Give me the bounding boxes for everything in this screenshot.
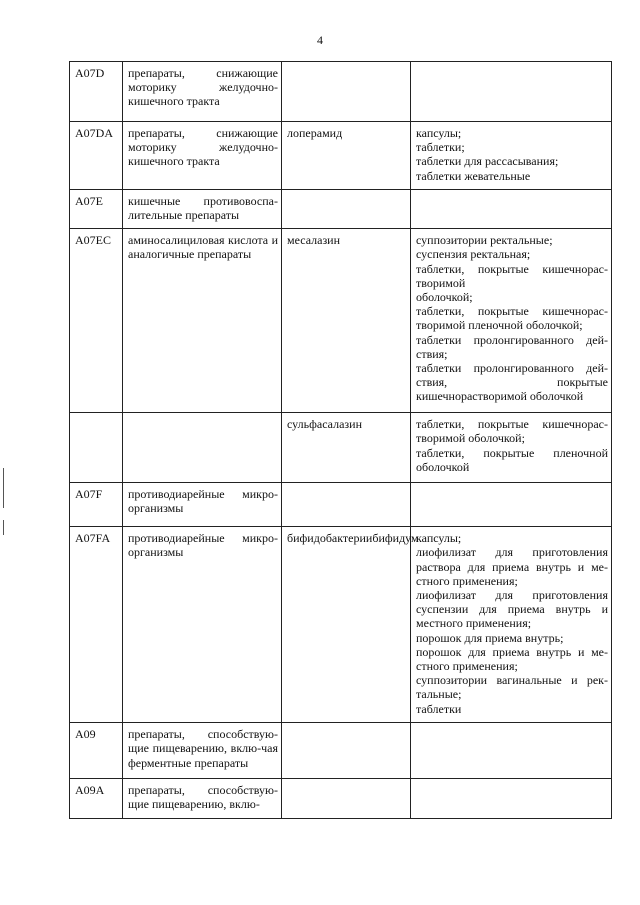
dosage-form-item: лиофилизат для приготовления суспензии для приема внутрь и местного применения; [416,588,608,631]
atc-code-cell: A07DA [70,122,123,190]
page-number: 4 [317,33,323,47]
table-row [70,189,612,228]
group-name-cell: препараты, снижающие моторику желудочно-кишечного тракта [123,62,282,122]
margin-mark [3,468,4,508]
dosage-form-item: таблетки; [416,140,465,155]
drug-name-cell: бифидобактериибифидум [282,527,411,723]
dosage-forms-cell [411,779,612,819]
drug-classification-table [69,61,612,819]
dosage-forms-cell [411,122,612,190]
drug-name-cell [282,723,411,779]
group-name-cell: препараты, способствую-щие пищеварению, вклю-чая ферментные препараты [123,723,282,779]
table-row [70,62,612,122]
dosage-form-item: таблетки пролонгированного дей-ствия, покрытые кишечнорастворимой оболочкой [416,361,608,404]
dosage-form-item: таблетки, покрытые кишечнорас-творимой пленочной оболочкой; [416,304,608,333]
group-name-cell [123,413,282,483]
dosage-form-item: суппозитории ректальные; [416,233,553,248]
dosage-form-item: таблетки для рассасывания; [416,154,559,169]
drug-name-cell: сульфасалазин [282,413,411,483]
drug-name-cell [282,62,411,122]
table-row [70,122,612,190]
atc-code-cell: A09 [70,723,123,779]
dosage-forms-cell [411,62,612,122]
dosage-form-item: таблетки жевательные [416,168,531,183]
dosage-forms-cell [411,413,612,483]
dosage-form-item: таблетки, покрытые кишечнорас-творимой оболочкой; [416,417,608,446]
group-name-cell: препараты, способствую-щие пищеварению, вклю- [123,779,282,819]
dosage-form-item: лиофилизат для приготовления раствора для приема внутрь и ме-стного применения; [416,545,608,588]
dosage-forms-cell [411,527,612,723]
dosage-forms-cell [411,229,612,413]
dosage-form-item: порошок для приема внутрь и ме-стного применения; [416,644,608,674]
drug-name-cell [282,483,411,527]
drug-name-cell [282,189,411,228]
dosage-forms-cell [411,723,612,779]
group-name-cell: противодиарейные микро-организмы [123,527,282,723]
group-name-cell: кишечные противовоспа-лительные препараты [123,189,282,228]
group-name-cell: аминосалициловая кислота и аналогичные препараты [123,229,282,413]
atc-code-cell: A07D [70,62,123,122]
dosage-form-item: таблетки, покрытые пленочной оболочкой [416,445,608,474]
table-row [70,779,612,819]
table-row [70,483,612,527]
dosage-form-item: суспензия ректальная; [416,247,531,262]
drug-name-cell: месалазин [282,229,411,413]
group-name-cell: противодиарейные микро-организмы [123,483,282,527]
dosage-forms-cell [411,483,612,527]
atc-code-cell [70,413,123,483]
atc-code-cell: A07FA [70,527,123,723]
dosage-forms-cell [411,189,612,228]
dosage-form-item: таблетки, покрытые кишечнорас-творимой [416,261,608,290]
table-row [70,527,612,723]
dosage-form-item: оболочкой; [416,290,473,305]
table-row [70,229,612,413]
table-row [70,723,612,779]
group-name-cell: препараты, снижающие моторику желудочно-кишечного тракта [123,122,282,190]
atc-code-cell: A07E [70,189,123,228]
drug-name-cell [282,779,411,819]
dosage-form-item: суппозитории вагинальные и рек-тальные; [416,673,608,702]
dosage-form-item: капсулы; [416,531,462,546]
dosage-form-item: порошок для приема внутрь; [416,630,564,645]
table-row [70,413,612,483]
atc-code-cell: A09A [70,779,123,819]
atc-code-cell: A07EC [70,229,123,413]
drug-name-cell: лоперамид [282,122,411,190]
atc-code-cell: A07F [70,483,123,527]
margin-mark [3,520,4,535]
dosage-form-item: таблетки [416,701,462,716]
dosage-form-item: таблетки пролонгированного дей-ствия; [416,332,608,361]
dosage-form-item: капсулы; [416,126,462,140]
